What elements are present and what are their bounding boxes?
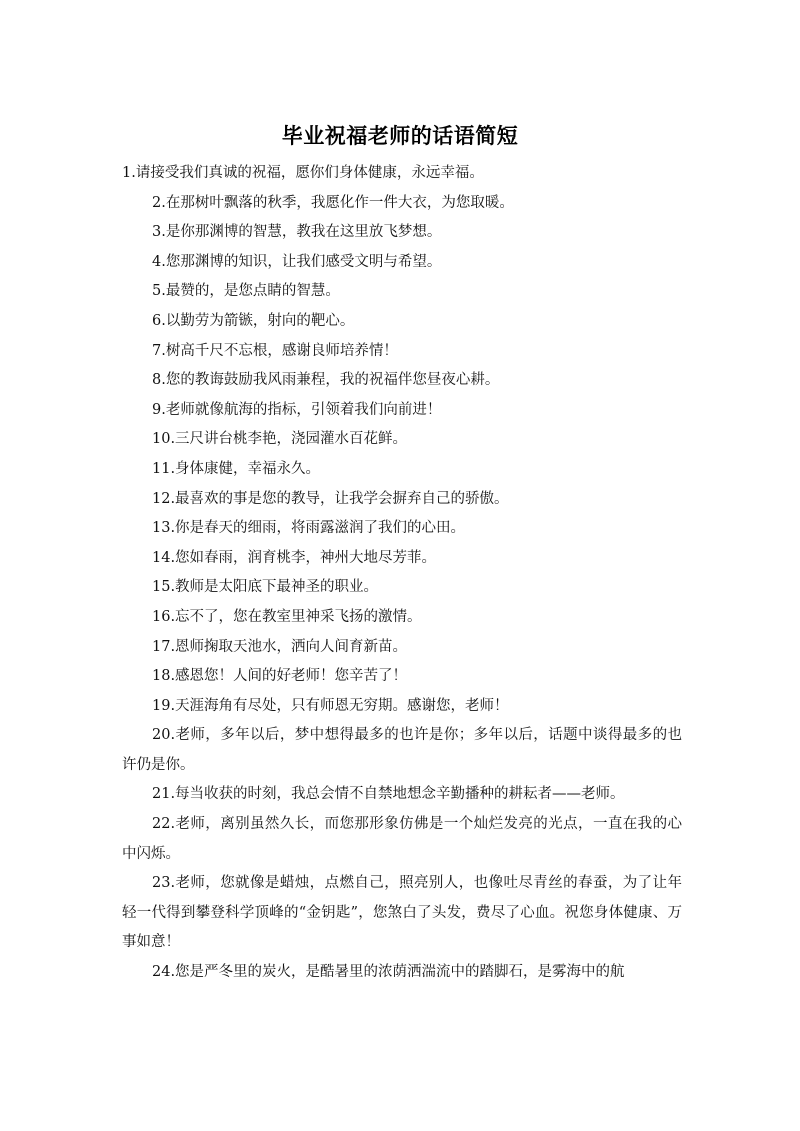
paragraph: 10.三尺讲台桃李艳，浇园灌水百花鲜。 [152,431,408,448]
paragraph: 21.每当收获的时刻，我总会情不自禁地想念辛勤播种的耕耘者——老师。 [152,786,625,803]
paragraph: 22.老师，离别虽然久长，而您那形象仿佛是一个灿烂发亮的光点，一直在我的心中闪烁。 [122,816,682,862]
paragraph: 9.老师就像航海的指标，引领着我们向前进！ [152,401,442,418]
document-body [122,159,682,988]
paragraph: 3.是你那渊博的智慧，教我在这里放飞梦想。 [152,224,442,241]
paragraph: 13.你是春天的细雨，将雨露滋润了我们的心田。 [152,520,466,537]
paragraph: 15.教师是太阳底下最神圣的职业。 [152,579,379,596]
paragraph: 7.树高千尺不忘根，感谢良师培养情！ [152,342,398,359]
paragraph: 2.在那树叶飘落的秋季，我愿化作一件大衣，为您取暖。 [152,194,514,211]
paragraph: 19.天涯海角有尽处，只有师恩无穷期。感谢您，老师！ [152,697,509,714]
paragraph: 1.请接受我们真诚的祝福，愿你们身体健康，永远幸福。 [122,165,484,181]
paragraph: 4.您那渊博的知识，让我们感受文明与希望。 [152,253,442,270]
paragraph: 17.恩师掬取天池水，洒向人间育新苗。 [152,638,408,655]
paragraph: 11.身体康健，幸福永久。 [152,460,321,477]
paragraph: 5.最赞的，是您点睛的智慧。 [152,283,340,300]
paragraph: 6.以勤劳为箭镞，射向的靶心。 [152,312,355,329]
paragraph: 20.老师，多年以后，梦中想得最多的也许是你；多年以后，话题中谈得最多的也许仍是你。 [122,727,682,773]
paragraph: 24.您是严冬里的炭火，是酷暑里的浓荫洒湍流中的踏脚石，是雾海中的航 [152,964,625,981]
paragraph: 16.忘不了，您在教室里神采飞扬的激情。 [152,608,422,625]
paragraph: 23.老师，您就像是蜡烛，点燃自己，照亮别人，也像吐尽青丝的春蚕，为了让年轻一代得到攀登科学顶峰的“金钥匙”，您煞白了头发，费尽了心血。祝您身体健康、万事如意！ [122,875,682,951]
paragraph: 14.您如春雨，润育桃李，神州大地尽芳菲。 [152,549,437,566]
document-title: 毕业祝福老师的话语简短 [281,124,519,148]
paragraph: 12.最喜欢的事是您的教导，让我学会摒弃自己的骄傲。 [152,490,509,507]
paragraph: 8.您的教诲鼓励我风雨兼程，我的祝福伴您昼夜心耕。 [152,372,500,389]
paragraph: 18.感恩您！人间的好老师！您辛苦了！ [152,668,408,685]
